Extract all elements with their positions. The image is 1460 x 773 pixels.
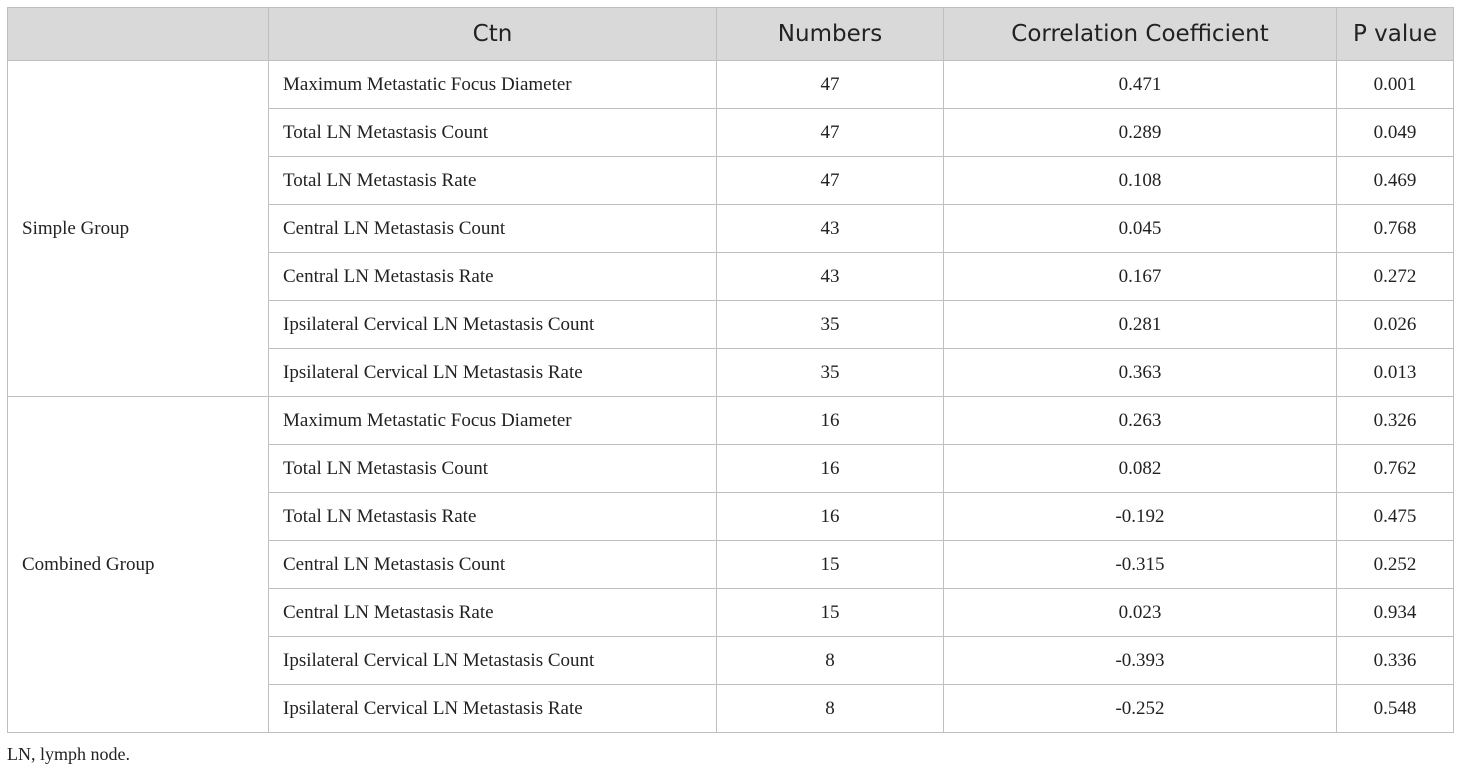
coefficient-cell: -0.192 bbox=[944, 493, 1337, 541]
p-value-cell: 0.001 bbox=[1337, 61, 1454, 109]
coefficient-cell: 0.023 bbox=[944, 589, 1337, 637]
ctn-cell: Total LN Metastasis Count bbox=[269, 445, 717, 493]
coefficient-cell: -0.393 bbox=[944, 637, 1337, 685]
numbers-cell: 16 bbox=[717, 397, 944, 445]
coefficient-cell: 0.263 bbox=[944, 397, 1337, 445]
group-label: Simple Group bbox=[8, 61, 269, 397]
header-group bbox=[8, 8, 269, 61]
header-correlation-coefficient: Correlation Coefficient bbox=[944, 8, 1337, 61]
numbers-cell: 47 bbox=[717, 109, 944, 157]
header-numbers: Numbers bbox=[717, 8, 944, 61]
coefficient-cell: -0.315 bbox=[944, 541, 1337, 589]
numbers-cell: 43 bbox=[717, 205, 944, 253]
p-value-cell: 0.934 bbox=[1337, 589, 1454, 637]
coefficient-cell: 0.471 bbox=[944, 61, 1337, 109]
p-value-cell: 0.336 bbox=[1337, 637, 1454, 685]
coefficient-cell: 0.045 bbox=[944, 205, 1337, 253]
numbers-cell: 8 bbox=[717, 685, 944, 733]
ctn-cell: Central LN Metastasis Count bbox=[269, 541, 717, 589]
coefficient-cell: 0.289 bbox=[944, 109, 1337, 157]
p-value-cell: 0.272 bbox=[1337, 253, 1454, 301]
correlation-table bbox=[7, 7, 1454, 733]
table-footnote: LN, lymph node. bbox=[7, 744, 130, 764]
p-value-cell: 0.013 bbox=[1337, 349, 1454, 397]
group-label: Combined Group bbox=[8, 397, 269, 733]
p-value-cell: 0.252 bbox=[1337, 541, 1454, 589]
ctn-cell: Total LN Metastasis Rate bbox=[269, 493, 717, 541]
numbers-cell: 15 bbox=[717, 589, 944, 637]
coefficient-cell: 0.082 bbox=[944, 445, 1337, 493]
ctn-cell: Central LN Metastasis Rate bbox=[269, 589, 717, 637]
ctn-cell: Total LN Metastasis Count bbox=[269, 109, 717, 157]
numbers-cell: 35 bbox=[717, 301, 944, 349]
numbers-cell: 8 bbox=[717, 637, 944, 685]
ctn-cell: Central LN Metastasis Count bbox=[269, 205, 717, 253]
ctn-cell: Ipsilateral Cervical LN Metastasis Rate bbox=[269, 685, 717, 733]
table-body bbox=[8, 61, 1454, 733]
coefficient-cell: 0.363 bbox=[944, 349, 1337, 397]
p-value-cell: 0.049 bbox=[1337, 109, 1454, 157]
numbers-cell: 43 bbox=[717, 253, 944, 301]
coefficient-cell: 0.108 bbox=[944, 157, 1337, 205]
ctn-cell: Maximum Metastatic Focus Diameter bbox=[269, 397, 717, 445]
p-value-cell: 0.762 bbox=[1337, 445, 1454, 493]
p-value-cell: 0.326 bbox=[1337, 397, 1454, 445]
header-p-value: P value bbox=[1337, 8, 1454, 61]
table-row bbox=[8, 397, 1454, 445]
numbers-cell: 35 bbox=[717, 349, 944, 397]
p-value-cell: 0.548 bbox=[1337, 685, 1454, 733]
ctn-cell: Ipsilateral Cervical LN Metastasis Count bbox=[269, 637, 717, 685]
ctn-cell: Maximum Metastatic Focus Diameter bbox=[269, 61, 717, 109]
p-value-cell: 0.026 bbox=[1337, 301, 1454, 349]
ctn-cell: Ipsilateral Cervical LN Metastasis Rate bbox=[269, 349, 717, 397]
numbers-cell: 16 bbox=[717, 493, 944, 541]
header-ctn: Ctn bbox=[269, 8, 717, 61]
coefficient-cell: 0.281 bbox=[944, 301, 1337, 349]
numbers-cell: 47 bbox=[717, 157, 944, 205]
table-row bbox=[8, 61, 1454, 109]
numbers-cell: 16 bbox=[717, 445, 944, 493]
p-value-cell: 0.768 bbox=[1337, 205, 1454, 253]
coefficient-cell: 0.167 bbox=[944, 253, 1337, 301]
ctn-cell: Total LN Metastasis Rate bbox=[269, 157, 717, 205]
numbers-cell: 15 bbox=[717, 541, 944, 589]
p-value-cell: 0.475 bbox=[1337, 493, 1454, 541]
ctn-cell: Central LN Metastasis Rate bbox=[269, 253, 717, 301]
coefficient-cell: -0.252 bbox=[944, 685, 1337, 733]
correlation-table-container bbox=[7, 7, 1453, 733]
p-value-cell: 0.469 bbox=[1337, 157, 1454, 205]
ctn-cell: Ipsilateral Cervical LN Metastasis Count bbox=[269, 301, 717, 349]
numbers-cell: 47 bbox=[717, 61, 944, 109]
table-header-row bbox=[8, 8, 1454, 61]
